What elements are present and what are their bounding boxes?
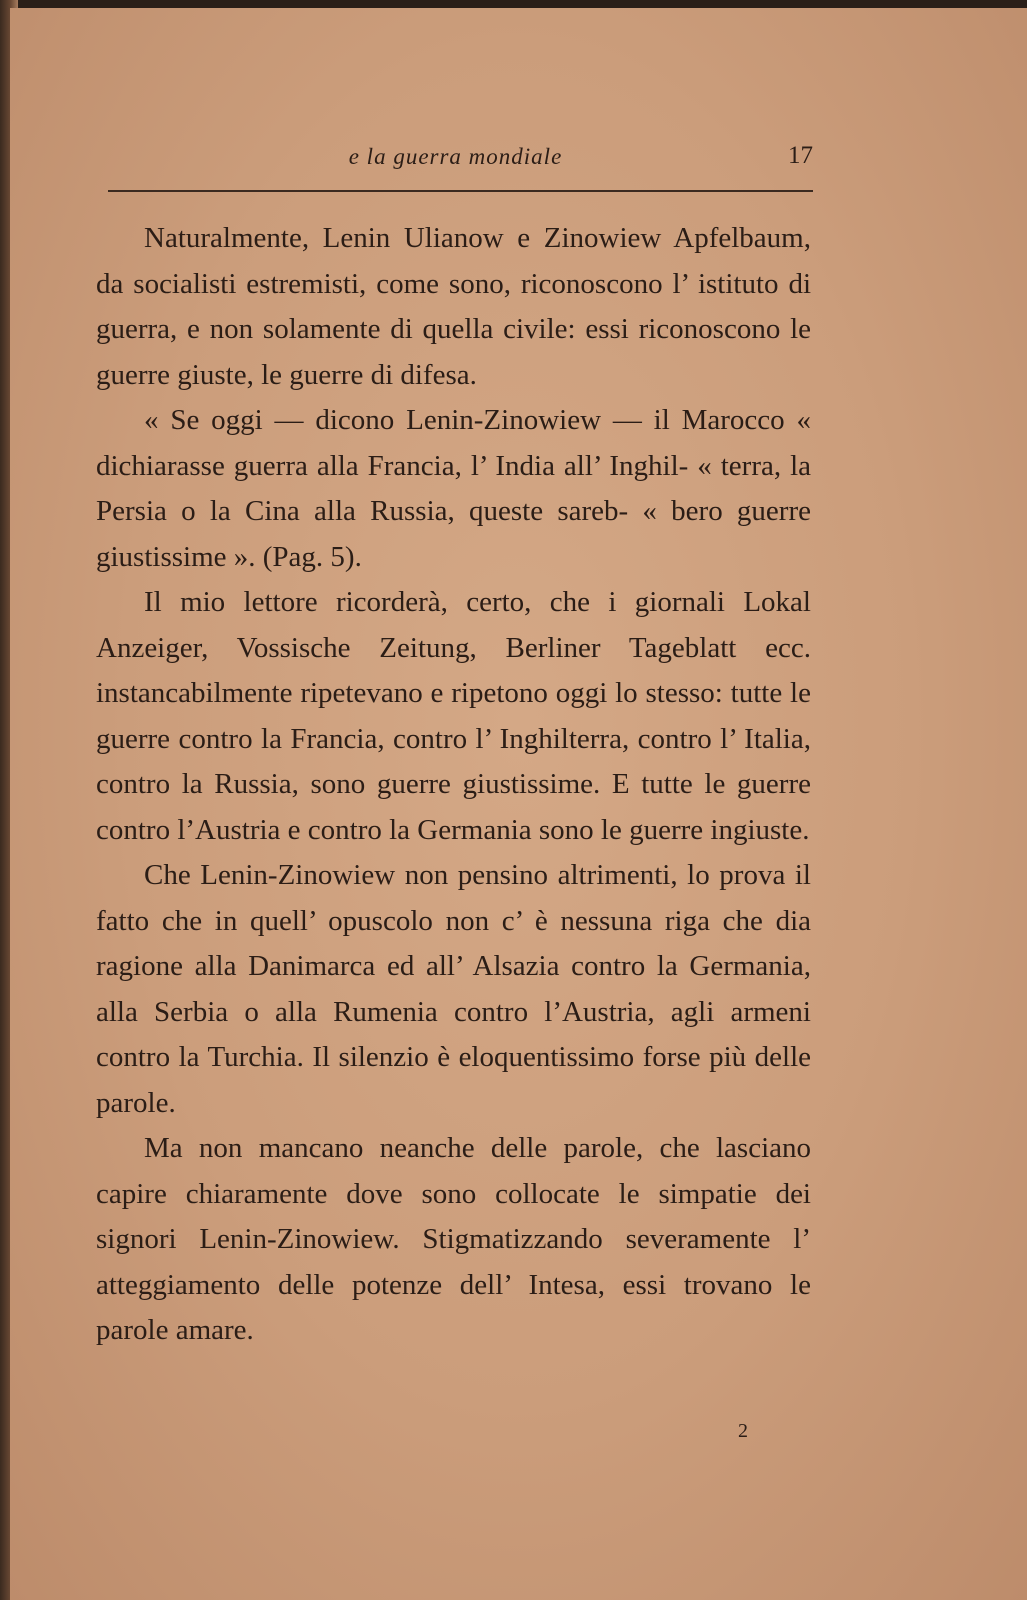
book-page [10, 8, 1027, 1600]
paragraph: Ma non mancano neanche delle parole, che lasciano capire chiaramente dove sono collocate le simpatie dei signori Lenin-Zinowiew. Stigmatizzando severamente l’ atteggiamento delle potenze dell’ Intesa, essi trovano le parole amare. [96, 1132, 811, 1346]
paragraph-quote: « Se oggi — dicono Lenin-Zinowiew — il Marocco « dichiarasse guerra alla Francia, l’ India all’ Inghil- « terra, la Persia o la Cina alla Russia, queste sareb- « bero guerre giustissime ». (Pag. 5). [96, 404, 811, 573]
running-title: e la guerra mondiale [348, 144, 563, 169]
body-text [96, 216, 811, 1354]
page-number: 17 [788, 142, 813, 169]
paragraph: Il mio lettore ricorderà, certo, che i giornali Lokal Anzeiger, Vossische Zeitung, Berliner Tageblatt ecc. instancabilmente ripetevano e ripetono oggi lo stesso: tutte le guerre contro la Francia, contro l’ Inghilterra, contro l’ Italia, contro la Russia, sono guerre giustissime. E tutte le guerre contro l’Austria e contro la Germania sono le guerre ingiuste. [96, 586, 811, 846]
paragraph: Che Lenin-Zinowiew non pensino altrimenti, lo prova il fatto che in quell’ opuscolo non c’ è nessuna riga che dia ragione alla Danimarca ed all’ Alsazia contro la Germania, alla Serbia o alla Rumenia contro l’Austria, agli armeni contro la Turchia. Il silenzio è eloquentissimo forse più delle parole. [96, 859, 811, 1119]
signature-mark: 2 [738, 1420, 748, 1442]
header-rule [108, 190, 813, 192]
page-header [98, 144, 813, 184]
paragraph: Naturalmente, Lenin Ulianow e Zinowiew Apfelbaum, da socialisti estremisti, come sono, riconoscono l’ istituto di guerra, e non solamente di quella civile: essi riconoscono le guerre giuste, le guerre di difesa. [96, 222, 811, 391]
